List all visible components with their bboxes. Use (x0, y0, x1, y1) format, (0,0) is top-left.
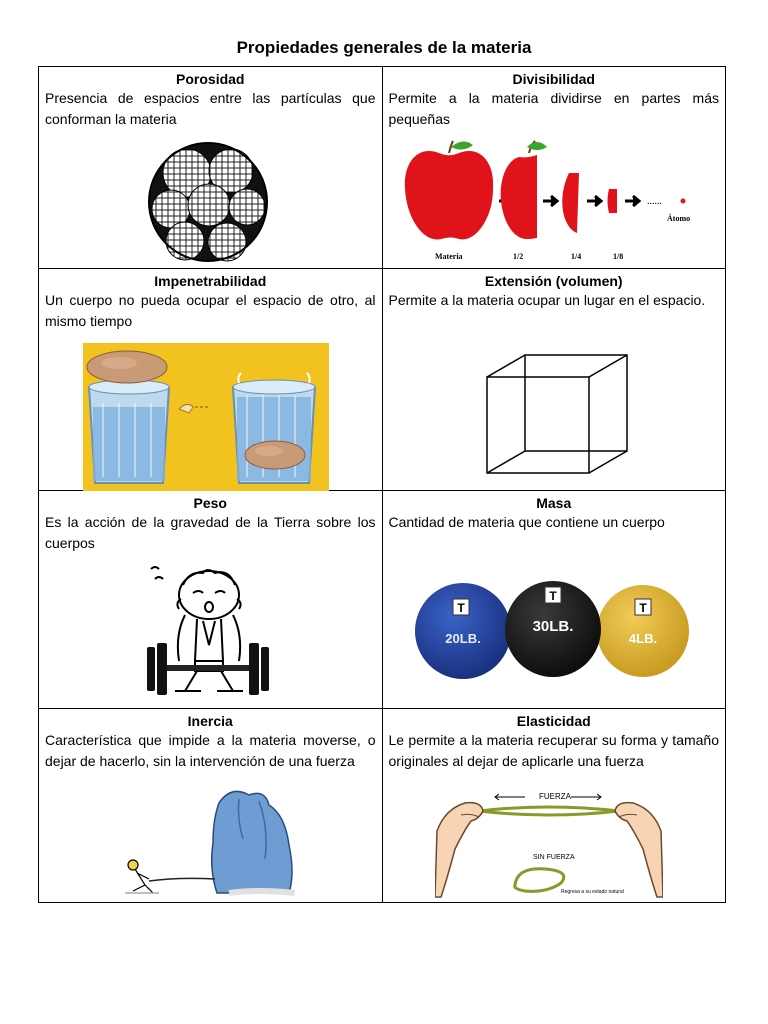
regresa-note: Regresa a su estado natural (560, 889, 624, 895)
sin-fuerza-label: SIN FUERZA (532, 854, 575, 861)
property-title: Inercia (187, 713, 233, 729)
cell-extension (382, 269, 726, 491)
property-title: Impenetrabilidad (154, 273, 267, 289)
cell-elasticidad (382, 709, 726, 903)
cell-inercia (39, 709, 383, 903)
property-description: Un cuerpo no pueda ocupar el espacio de otro, al mismo tiempo (45, 292, 376, 329)
ball1-label: 20LB. (444, 631, 481, 646)
atom-label: Átomo (666, 214, 690, 223)
document-title: Propiedades generales de la materia (236, 38, 532, 57)
materia-label: Materia (434, 252, 463, 261)
property-description: Característica que impide a la materia moverse, o dejar de hacerlo, sin la intervención de una fuerza (45, 732, 376, 769)
cell-peso (39, 491, 383, 709)
property-description: Cantidad de materia que contiene un cuerpo (388, 514, 665, 530)
person-pulling-rock-image (119, 789, 309, 897)
property-title: Extensión (volumen) (484, 273, 623, 289)
weightlifter-cartoon-image (145, 565, 271, 705)
cell-masa (382, 491, 726, 709)
ball2-label: 30LB. (532, 618, 573, 635)
property-description: Permite a la materia ocupar un lugar en el espacio. (388, 292, 706, 308)
wireframe-cube-image (485, 353, 631, 477)
property-description: Presencia de espacios entre las partículas que conforman la materia (45, 90, 376, 127)
eighth-label: 1/8 (612, 252, 623, 261)
property-title: Masa (536, 495, 572, 511)
apple-division-image (401, 139, 711, 265)
property-description: Le permite a la materia recuperar su forma y tamaño originales al dejar de aplicarle una fuerza (388, 732, 719, 769)
rubber-band-hands-image (435, 789, 663, 901)
potato-in-glass-image (83, 343, 329, 491)
svg-text:T: T (548, 589, 557, 603)
property-title: Porosidad (176, 71, 245, 87)
medicine-balls-image (411, 579, 695, 679)
property-description: Es la acción de la gravedad de la Tierra sobre los cuerpos (45, 514, 376, 551)
property-title: Peso (193, 495, 227, 511)
ball3-label: 4LB. (628, 631, 657, 646)
properties-table (38, 66, 726, 903)
property-title: Divisibilidad (512, 71, 595, 87)
cell-divisibilidad (382, 67, 726, 269)
cell-porosidad (39, 67, 383, 269)
quarter-label: 1/4 (570, 252, 581, 261)
svg-text:T: T (638, 601, 647, 615)
svg-text:T: T (456, 601, 465, 615)
porous-sphere-image (147, 141, 269, 263)
cell-impenetrabilidad (39, 269, 383, 491)
property-description: Permite a la materia dividirse en partes más pequeñas (388, 90, 719, 127)
property-title: Elasticidad (516, 713, 591, 729)
dots-label: ...... (646, 196, 662, 207)
half-label: 1/2 (512, 252, 523, 261)
fuerza-label: FUERZA (538, 792, 571, 801)
